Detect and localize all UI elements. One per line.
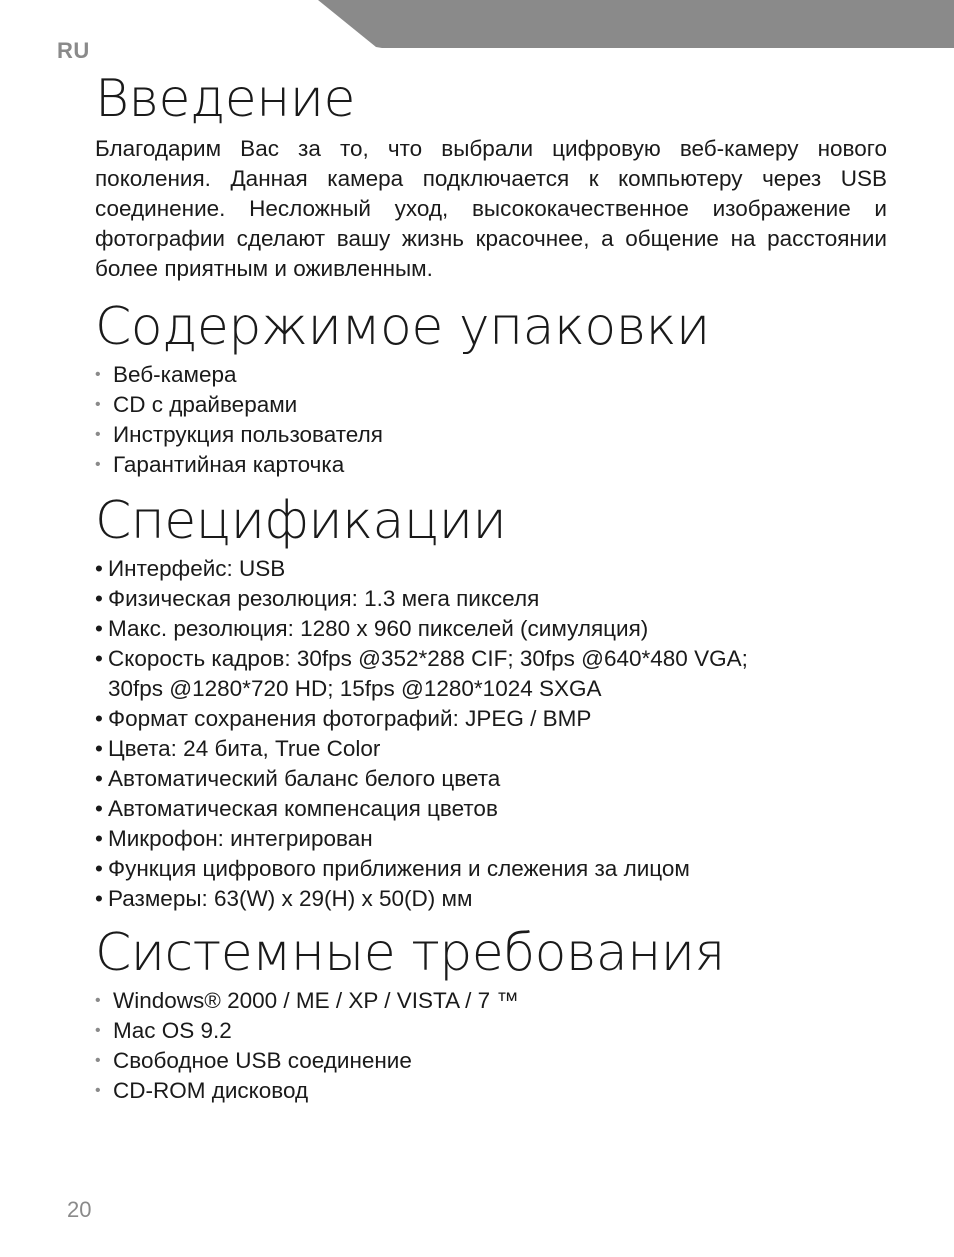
page-number: 20 [67,1197,92,1222]
requirements-title: Системные требования [95,923,725,983]
list-item: • Скорость кадров: 30fps @352*288 CIF; 30fps @640*480 VGA; 30fps @1280*720 HD; 15fps @1280*1024 SXGA [95,644,887,704]
list-item: • Микрофон: интегрирован [95,826,373,851]
intro-title: Введение [95,69,355,129]
list-item: • Функция цифрового приближения и слежения за лицом [95,856,690,881]
list-item: • Mac OS 9.2 [95,1016,887,1046]
page-content [95,70,887,1118]
list-item: • Размеры: 63(W) x 29(H) x 50(D) мм [95,886,473,911]
list-item: • CD-ROM дисковод [95,1076,887,1106]
list-item: • Свободное USB соединение [95,1046,887,1076]
list-item: • Windows® 2000 / ME / XP / VISTA / 7 ™ [95,986,887,1016]
specs-list [95,554,887,914]
package-title: Содержимое упаковки [95,297,710,357]
list-item: • Интерфейс: USB [95,556,286,581]
list-item: • Макс. резолюция: 1280 x 960 пикселей (симуляция) [95,616,649,641]
header-tab-decoration [318,0,954,48]
list-item: • Автоматический баланс белого цвета [95,766,501,791]
package-list [95,360,887,480]
list-item: • Гарантийная карточка [95,450,887,480]
list-item: • CD с драйверами [95,390,887,420]
intro-text: Благодарим Вас за то, что выбрали цифровую веб-камеру нового поколения. Данная камера подключается к компьютеру через USB соединение. Несложный уход, высококачественное изображение и фотографии сделают вашу жизнь красочнее, а общение на расстоянии более приятным и оживленным. [95,136,887,281]
list-item: • Веб-камера [95,360,887,390]
list-item: • Формат сохранения фотографий: JPEG / BMP [95,706,592,731]
language-label: RU [57,38,90,63]
specs-title: Спецификации [95,491,507,551]
frame-rate-continuation: 30fps @1280*720 HD; 15fps @1280*1024 SXGA [108,676,602,701]
list-item: • Цвета: 24 бита, True Color [95,736,381,761]
requirements-list [95,986,887,1106]
list-item: • Автоматическая компенсация цветов [95,796,498,821]
list-item: • Инструкция пользователя [95,420,887,450]
list-item: • Физическая резолюция: 1.3 мега пикселя [95,586,540,611]
